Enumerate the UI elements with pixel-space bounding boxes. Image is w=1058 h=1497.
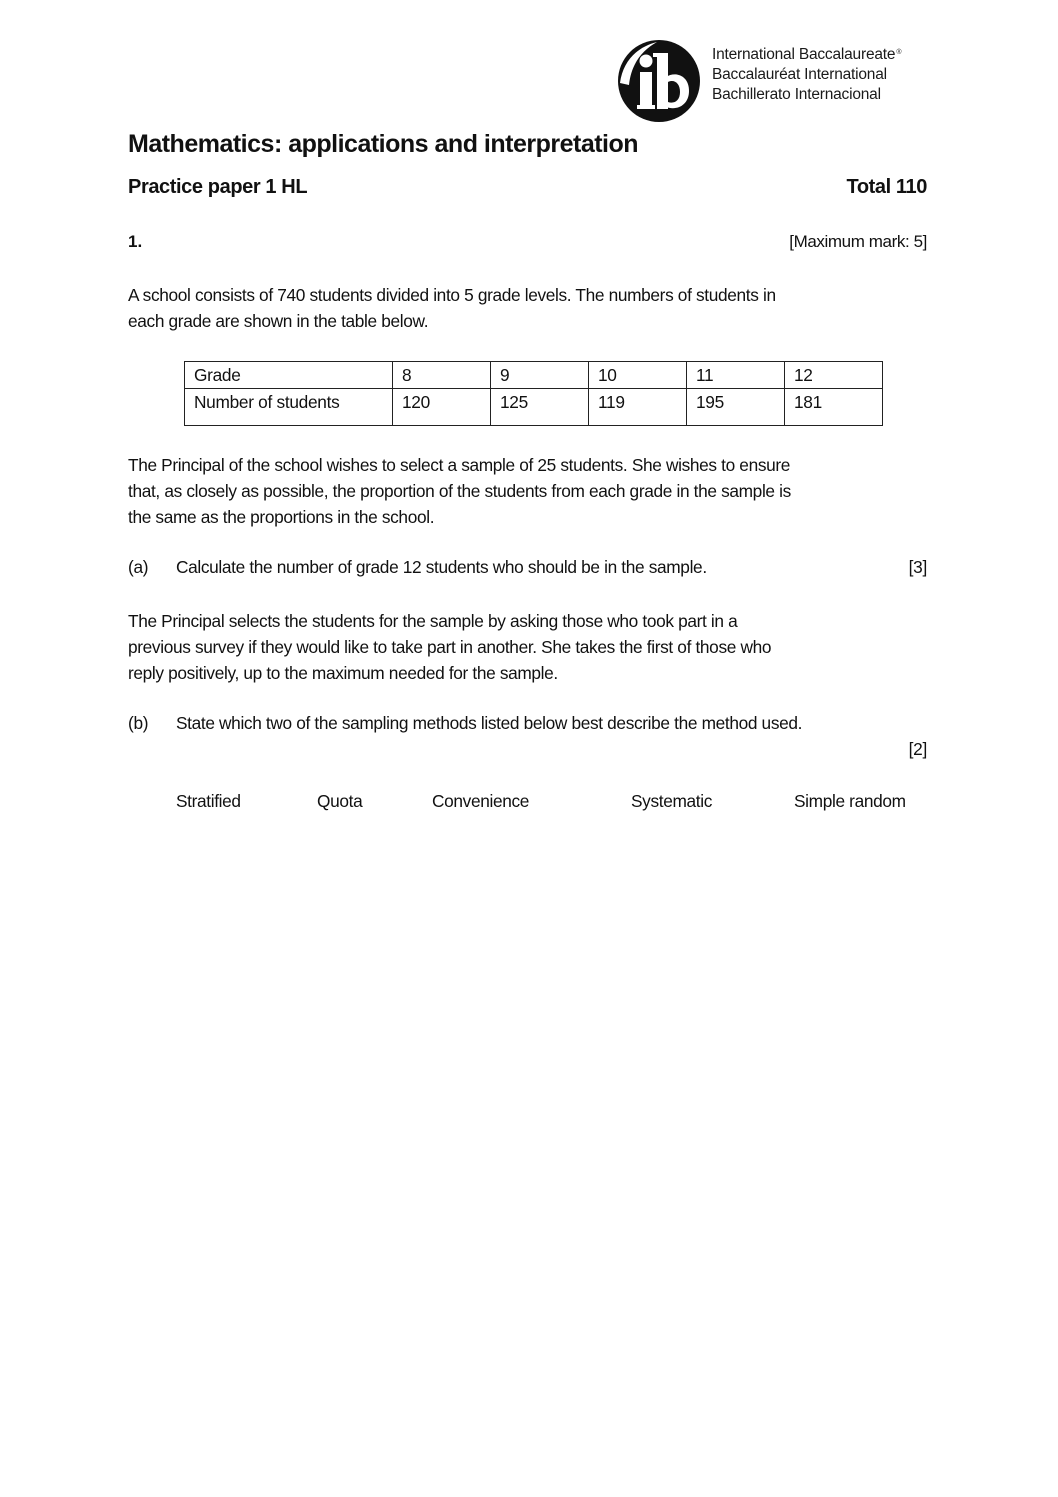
question-intro <box>128 282 928 334</box>
row-header-grade: Grade <box>185 362 393 389</box>
students-cell: 195 <box>687 389 785 426</box>
method-line: previous survey if they would like to take part in another. She takes the first of those who <box>128 637 772 657</box>
part-b-label: (b) <box>128 713 149 733</box>
registered-mark: ® <box>896 49 902 56</box>
intro-line: A school consists of 740 students divided into 5 grade levels. The numbers of students in <box>128 285 776 305</box>
students-cell: 120 <box>393 389 491 426</box>
table-row-grade <box>185 362 883 389</box>
grade-cell: 10 <box>589 362 687 389</box>
grade-table <box>184 361 883 426</box>
intro-line: each grade are shown in the table below. <box>128 311 429 331</box>
ib-logo-text <box>712 45 901 105</box>
logo-line-3: Bachillerato Internacional <box>712 86 881 103</box>
question-number: 1. <box>128 232 143 251</box>
sampling-option-stratified: Stratified <box>176 791 241 811</box>
part-a-label: (a) <box>128 557 149 577</box>
paper-total: Total 110 <box>846 176 927 198</box>
logo-line-2: Baccalauréat International <box>712 66 887 83</box>
grade-cell: 12 <box>785 362 883 389</box>
sampling-option-simple-random: Simple random <box>794 791 906 811</box>
grade-cell: 9 <box>491 362 589 389</box>
table-row-students <box>185 389 883 426</box>
question-max-mark: [Maximum mark: 5] <box>789 232 927 251</box>
context-line: the same as the proportions in the school. <box>128 507 435 527</box>
grade-cell: 8 <box>393 362 491 389</box>
method-line: The Principal selects the students for the sample by asking those who took part in a <box>128 611 738 631</box>
question-context <box>128 452 928 530</box>
students-cell: 119 <box>589 389 687 426</box>
logo-line-1: International Baccalaureate <box>712 46 896 63</box>
paper-subtitle: Practice paper 1 HL <box>128 176 308 198</box>
context-line: that, as closely as possible, the proportion of the students from each grade in the sample is <box>128 481 791 501</box>
part-a-marks: [3] <box>908 557 927 577</box>
part-b-text: State which two of the sampling methods listed below best describe the method used. <box>176 713 803 733</box>
students-cell: 125 <box>491 389 589 426</box>
grade-cell: 11 <box>687 362 785 389</box>
students-cell: 181 <box>785 389 883 426</box>
ib-logo <box>617 39 917 125</box>
method-line: reply positively, up to the maximum needed for the sample. <box>128 663 558 683</box>
method-description <box>128 608 928 686</box>
sampling-option-systematic: Systematic <box>631 791 713 811</box>
sampling-option-quota: Quota <box>317 791 363 811</box>
row-header-students: Number of students <box>185 389 393 426</box>
part-a-text: Calculate the number of grade 12 students who should be in the sample. <box>176 557 707 577</box>
context-line: The Principal of the school wishes to select a sample of 25 students. She wishes to ensure <box>128 455 791 475</box>
paper-title: Mathematics: applications and interpretation <box>128 130 639 158</box>
part-b-marks: [2] <box>908 739 927 759</box>
sampling-option-convenience: Convenience <box>432 791 530 811</box>
ib-logo-icon <box>617 39 701 123</box>
